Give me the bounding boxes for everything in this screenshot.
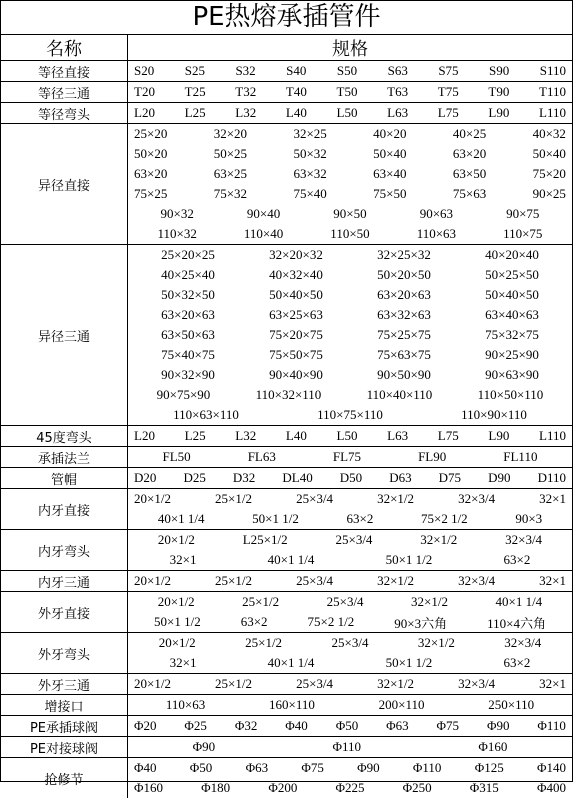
- spec-value: 50×40: [532, 146, 566, 161]
- spec-value: 90×75×90: [156, 387, 211, 402]
- spec-value: 63×25: [213, 166, 248, 181]
- spec-line: [128, 737, 572, 757]
- spec-value: L25×1/2: [242, 532, 288, 547]
- spec-value: T75: [437, 84, 459, 99]
- spec-value: 110×32: [157, 226, 197, 241]
- fitting-name: 抢修节: [1, 758, 128, 798]
- spec-line: [128, 447, 572, 467]
- spec-value: T50: [336, 84, 358, 99]
- spec-value: 250×110: [488, 697, 535, 712]
- spec-value: 40×1 1/4: [267, 552, 315, 567]
- spec-value: 90×40×90: [269, 367, 323, 382]
- fitting-name: 等径弯头: [1, 103, 128, 123]
- spec-value: 32×1: [539, 676, 566, 691]
- spec-value: 63×40: [373, 166, 407, 181]
- table-row: [1, 468, 572, 489]
- spec-value: Φ125: [474, 760, 504, 775]
- table-row: [1, 737, 572, 758]
- spec-value: L25: [184, 105, 206, 120]
- table-row: [1, 530, 572, 571]
- spec-value: 32×3/4: [458, 573, 496, 588]
- spec-value: S110: [539, 63, 566, 78]
- fitting-name: 外牙弯头: [1, 633, 128, 673]
- spec-line: [128, 426, 572, 446]
- spec-value: D20: [134, 470, 157, 485]
- spec-value: 63×25×63: [269, 307, 323, 322]
- spec-value: 90×63: [419, 206, 454, 221]
- spec-value: Φ200: [268, 780, 298, 795]
- spec-value: 32×1/2: [377, 573, 415, 588]
- spec-value: 75×40: [293, 186, 327, 201]
- spec-line: [128, 405, 572, 425]
- spec-value: Φ63: [386, 718, 409, 733]
- spec-value: D63: [389, 470, 412, 485]
- spec-line: [128, 265, 572, 285]
- table-row: [1, 61, 572, 82]
- spec-value: 40×25: [452, 126, 487, 141]
- spec-value: FL63: [247, 449, 276, 464]
- spec-value: 50×20×50: [377, 267, 431, 282]
- spec-value: 110×50: [330, 226, 370, 241]
- spec-value: Φ63: [245, 760, 269, 775]
- spec-line: [128, 103, 572, 123]
- spec-value: L32: [235, 105, 257, 120]
- spec-value: Φ110: [537, 718, 566, 733]
- spec-value: 110×75×110: [317, 407, 383, 422]
- fitting-specs: [128, 447, 572, 467]
- spec-value: D25: [183, 470, 206, 485]
- table-row: [1, 633, 572, 674]
- table-row: [1, 426, 572, 447]
- spec-line: [128, 124, 572, 144]
- spec-value: 50×1 1/2: [385, 552, 433, 567]
- spec-value: 32×3/4: [504, 635, 542, 650]
- spec-value: S32: [235, 63, 256, 78]
- table-row: [1, 592, 572, 633]
- spec-line: [128, 758, 572, 778]
- fitting-name: 异径直接: [1, 124, 128, 244]
- spec-value: 32×1: [169, 552, 197, 567]
- spec-line: [128, 509, 572, 529]
- table-row: [1, 695, 572, 716]
- spec-line: [128, 489, 572, 509]
- spec-value: 90×63×90: [485, 367, 539, 382]
- spec-line: [128, 778, 572, 798]
- fitting-name: 外牙直接: [1, 592, 128, 632]
- spec-value: L20: [134, 428, 155, 443]
- spec-line: [128, 385, 572, 405]
- spec-line: [128, 164, 572, 184]
- spec-value: 40×1 1/4: [267, 655, 315, 670]
- spec-value: 40×32×40: [269, 267, 323, 282]
- spec-value: Φ250: [402, 780, 432, 795]
- spec-value: 63×50×63: [161, 327, 215, 342]
- spec-value: L63: [387, 105, 409, 120]
- spec-value: S90: [489, 63, 510, 78]
- spec-value: L50: [336, 428, 358, 443]
- spec-value: 63×20: [134, 166, 168, 181]
- spec-value: Φ75: [301, 760, 324, 775]
- spec-value: 25×3/4: [331, 635, 369, 650]
- spec-value: FL110: [503, 449, 538, 464]
- spec-value: 63×20: [452, 146, 487, 161]
- spec-value: 110×90×110: [461, 407, 527, 422]
- fitting-name: 管帽: [1, 468, 128, 488]
- spec-value: 50×25: [213, 146, 248, 161]
- spec-line: [128, 224, 572, 244]
- spec-value: 25×3/4: [296, 491, 334, 506]
- spec-value: T20: [134, 84, 155, 99]
- fitting-name: 外牙三通: [1, 674, 128, 694]
- spec-value: 32×3/4: [458, 676, 496, 691]
- header-name: 名称: [1, 35, 128, 60]
- spec-value: Φ140: [536, 760, 566, 775]
- spec-value: Φ90: [486, 718, 510, 733]
- spec-value: 25×20×25: [161, 247, 215, 262]
- fitting-name: 内牙直接: [1, 489, 128, 529]
- spec-value: 25×3/4: [335, 532, 373, 547]
- spec-value: Φ40: [285, 718, 308, 733]
- spec-value: 50×32×50: [161, 287, 215, 302]
- table-row: [1, 758, 572, 798]
- spec-value: 63×2: [503, 655, 531, 670]
- spec-value: 75×25×75: [377, 327, 431, 342]
- spec-value: 25×1/2: [215, 491, 252, 506]
- fitting-name: 内牙三通: [1, 571, 128, 591]
- spec-value: 25×1/2: [215, 676, 252, 691]
- spec-value: D75: [438, 470, 462, 485]
- spec-value: 90×32: [160, 206, 194, 221]
- fitting-name: 异径三通: [1, 245, 128, 425]
- spec-value: S75: [438, 63, 459, 78]
- fitting-name: 等径三通: [1, 82, 128, 102]
- spec-value: 50×1 1/2: [385, 655, 433, 670]
- spec-value: 63×2: [346, 511, 374, 526]
- table-body: [1, 61, 572, 798]
- spec-value: 63×32: [293, 166, 327, 181]
- table-row: [1, 571, 572, 592]
- spec-value: 110×40: [243, 226, 284, 241]
- spec-line: [128, 468, 572, 488]
- spec-line: [128, 530, 572, 550]
- table-row: [1, 674, 572, 695]
- spec-value: 75×40×75: [161, 347, 215, 362]
- fitting-name: 增接口: [1, 695, 128, 715]
- spec-value: 32×20: [213, 126, 248, 141]
- fitting-name: 承插法兰: [1, 447, 128, 467]
- spec-value: 40×1 1/4: [157, 511, 205, 526]
- spec-value: 160×110: [269, 697, 315, 712]
- fitting-specs: [128, 530, 572, 570]
- spec-value: 50×40: [373, 146, 407, 161]
- spec-value: 32×1/2: [377, 676, 415, 691]
- spec-value: Φ50: [335, 718, 359, 733]
- table-row: [1, 124, 572, 245]
- spec-value: 25×1/2: [242, 594, 280, 609]
- spec-line: [128, 184, 572, 204]
- spec-value: Φ180: [201, 780, 231, 795]
- fitting-specs: [128, 592, 572, 632]
- spec-value: 110×40×110: [366, 387, 433, 402]
- spec-value: 50×1 1/2: [252, 511, 299, 526]
- spec-value: 40×20: [373, 126, 407, 141]
- fitting-specs: [128, 468, 572, 488]
- spec-value: 75×20×75: [269, 327, 323, 342]
- fitting-specs: [128, 695, 572, 715]
- spec-value: 25×3/4: [296, 573, 334, 588]
- spec-value: FL75: [332, 449, 362, 464]
- spec-value: FL90: [418, 449, 447, 464]
- spec-value: 20×1/2: [134, 491, 171, 506]
- spec-value: D110: [537, 470, 566, 485]
- spec-value: Φ315: [469, 780, 499, 795]
- spec-value: 90×3六角: [394, 615, 448, 631]
- spec-value: 110×63×110: [173, 407, 239, 422]
- spec-line: [128, 82, 572, 102]
- spec-value: 32×1: [539, 573, 566, 588]
- spec-line: [128, 592, 572, 612]
- spec-value: T32: [235, 84, 257, 99]
- spec-value: 90×32×90: [161, 367, 215, 382]
- spec-value: 90×75: [506, 206, 540, 221]
- spec-value: Φ110: [412, 760, 442, 775]
- spec-value: 110×63: [165, 697, 206, 712]
- spec-value: 90×3: [515, 511, 543, 526]
- spec-value: L63: [387, 428, 409, 443]
- spec-value: 63×2: [503, 552, 531, 567]
- spec-value: 75×32×75: [485, 327, 539, 342]
- spec-value: L40: [285, 105, 307, 120]
- spec-value: L75: [437, 428, 459, 443]
- spec-value: T40: [285, 84, 307, 99]
- spec-value: 75×32: [213, 186, 248, 201]
- spec-value: Φ400: [536, 780, 566, 795]
- table-row: [1, 82, 572, 103]
- spec-value: 25×1/2: [215, 573, 252, 588]
- spec-value: 25×20: [134, 126, 168, 141]
- spec-value: 50×32: [293, 146, 327, 161]
- spec-value: 25×3/4: [326, 594, 364, 609]
- spec-line: [128, 365, 572, 385]
- table-title: PE热熔承插管件: [1, 1, 572, 35]
- spec-value: Φ25: [184, 718, 207, 733]
- spec-value: S50: [336, 63, 358, 78]
- spec-value: FL50: [162, 449, 191, 464]
- spec-value: 20×1/2: [157, 594, 195, 609]
- header-row: [1, 35, 572, 61]
- fitting-name: PE承插球阀: [1, 716, 128, 736]
- spec-value: 75×20: [532, 166, 566, 181]
- spec-value: 75×25: [134, 186, 168, 201]
- spec-line: [128, 571, 572, 591]
- spec-value: 63×32×63: [377, 307, 431, 322]
- spec-value: 63×50: [452, 166, 487, 181]
- spec-value: L40: [285, 428, 307, 443]
- spec-value: S63: [387, 63, 408, 78]
- fitting-specs: [128, 82, 572, 102]
- spec-value: 75×63: [452, 186, 487, 201]
- spec-line: [128, 144, 572, 164]
- spec-value: 63×20×63: [161, 307, 215, 322]
- spec-value: T25: [184, 84, 206, 99]
- spec-value: 20×1/2: [157, 532, 195, 547]
- spec-value: L90: [488, 105, 510, 120]
- spec-value: 110×32×110: [255, 387, 322, 402]
- spec-value: 40×25×40: [161, 267, 215, 282]
- spec-value: Φ20: [134, 718, 157, 733]
- spec-line: [128, 695, 572, 715]
- spec-value: S40: [286, 63, 307, 78]
- spec-value: 90×25×90: [485, 347, 539, 362]
- fitting-specs: [128, 571, 572, 591]
- spec-value: L20: [134, 105, 155, 120]
- spec-line: [128, 633, 572, 653]
- spec-value: Φ160: [478, 739, 508, 754]
- spec-value: 200×110: [378, 697, 425, 712]
- spec-line: [128, 345, 572, 365]
- spec-value: L75: [437, 105, 459, 120]
- spec-value: 50×25×50: [485, 267, 539, 282]
- fitting-specs: [128, 489, 572, 529]
- spec-value: T90: [488, 84, 510, 99]
- spec-value: 50×40×50: [269, 287, 323, 302]
- spec-value: 20×1/2: [134, 676, 171, 691]
- fitting-name: 内牙弯头: [1, 530, 128, 570]
- table-row: [1, 245, 572, 426]
- spec-line: [128, 653, 572, 673]
- spec-value: L90: [488, 428, 510, 443]
- spec-value: 110×63: [416, 226, 457, 241]
- fitting-specs: [128, 737, 572, 757]
- fitting-specs: [128, 124, 572, 244]
- spec-value: 32×1: [539, 491, 566, 506]
- spec-value: L110: [539, 428, 566, 443]
- table-row: [1, 489, 572, 530]
- spec-line: [128, 61, 572, 81]
- spec-value: S20: [134, 63, 155, 78]
- fitting-specs: [128, 674, 572, 694]
- spec-value: 90×50: [333, 206, 367, 221]
- spec-value: 75×2 1/2: [307, 614, 355, 629]
- spec-value: Φ32: [234, 718, 258, 733]
- spec-line: [128, 204, 572, 224]
- spec-value: 90×25: [532, 186, 566, 201]
- spec-value: 32×3/4: [458, 491, 496, 506]
- fitting-specs: [128, 716, 572, 736]
- spec-value: 40×20×40: [485, 247, 539, 262]
- spec-value: D50: [339, 470, 363, 485]
- spec-value: 32×25×32: [377, 247, 431, 262]
- fitting-name: 等径直接: [1, 61, 128, 81]
- spec-line: [128, 285, 572, 305]
- spec-value: 75×50×75: [269, 347, 323, 362]
- spec-value: L110: [539, 105, 566, 120]
- spec-value: 50×40×50: [485, 287, 539, 302]
- spec-value: 110×50×110: [477, 387, 544, 402]
- fitting-specs: [128, 61, 572, 81]
- spec-value: 40×32: [532, 126, 566, 141]
- spec-value: Φ50: [189, 760, 213, 775]
- fitting-specs: [128, 633, 572, 673]
- spec-value: 63×2: [240, 614, 268, 629]
- table-row: [1, 716, 572, 737]
- spec-value: 40×1 1/4: [495, 594, 543, 609]
- fitting-name: PE对接球阀: [1, 737, 128, 757]
- spec-value: Φ160: [134, 780, 164, 795]
- spec-value: 32×1/2: [411, 594, 448, 609]
- spec-line: [128, 245, 572, 265]
- spec-value: 25×3/4: [296, 676, 334, 691]
- fitting-name: 45度弯头: [1, 426, 128, 446]
- spec-value: D32: [232, 470, 256, 485]
- spec-value: 32×20×32: [269, 247, 323, 262]
- spec-line: [128, 325, 572, 345]
- spec-value: 110×75: [503, 226, 543, 241]
- fitting-specs: [128, 426, 572, 446]
- spec-value: 50×20: [134, 146, 168, 161]
- spec-value: Φ90: [192, 739, 216, 754]
- spec-value: S25: [184, 63, 205, 78]
- spec-value: 63×20×63: [377, 287, 431, 302]
- spec-value: Φ40: [134, 760, 157, 775]
- table-row: [1, 103, 572, 124]
- spec-value: 20×1/2: [134, 573, 171, 588]
- spec-value: L25: [184, 428, 206, 443]
- spec-value: 32×25: [293, 126, 327, 141]
- spec-value: L32: [235, 428, 257, 443]
- spec-line: [128, 674, 572, 694]
- spec-value: Φ225: [335, 780, 365, 795]
- spec-value: Φ75: [436, 718, 460, 733]
- fitting-specs: [128, 103, 572, 123]
- spec-value: 25×1/2: [245, 635, 283, 650]
- spec-value: 110×4六角: [487, 615, 546, 631]
- spec-line: [128, 612, 572, 632]
- spec-line: [128, 305, 572, 325]
- spec-value: DL40: [282, 470, 313, 485]
- fitting-specs: [128, 245, 572, 425]
- spec-value: 75×50: [373, 186, 407, 201]
- spec-value: 32×1/2: [417, 635, 455, 650]
- spec-value: 90×50×90: [377, 367, 431, 382]
- spec-value: Φ90: [357, 760, 380, 775]
- spec-line: [128, 550, 572, 570]
- spec-line: [128, 716, 572, 736]
- spec-value: Φ110: [332, 739, 362, 754]
- spec-value: 50×1 1/2: [154, 614, 201, 629]
- spec-value: 32×1: [169, 655, 197, 670]
- spec-value: 32×1/2: [377, 491, 415, 506]
- spec-value: 32×3/4: [505, 532, 543, 547]
- spec-value: 90×40: [246, 206, 281, 221]
- fitting-specs: [128, 758, 572, 798]
- spec-value: 63×40×63: [485, 307, 539, 322]
- table-row: [1, 447, 572, 468]
- spec-value: 75×2 1/2: [420, 511, 468, 526]
- spec-value: 20×1/2: [158, 635, 196, 650]
- spec-value: 75×63×75: [377, 347, 431, 362]
- spec-value: 32×1/2: [420, 532, 458, 547]
- spec-value: T110: [539, 84, 566, 99]
- header-spec: 规格: [332, 38, 368, 60]
- spec-value: L50: [336, 105, 358, 120]
- spec-value: D90: [488, 470, 511, 485]
- spec-value: T63: [387, 84, 409, 99]
